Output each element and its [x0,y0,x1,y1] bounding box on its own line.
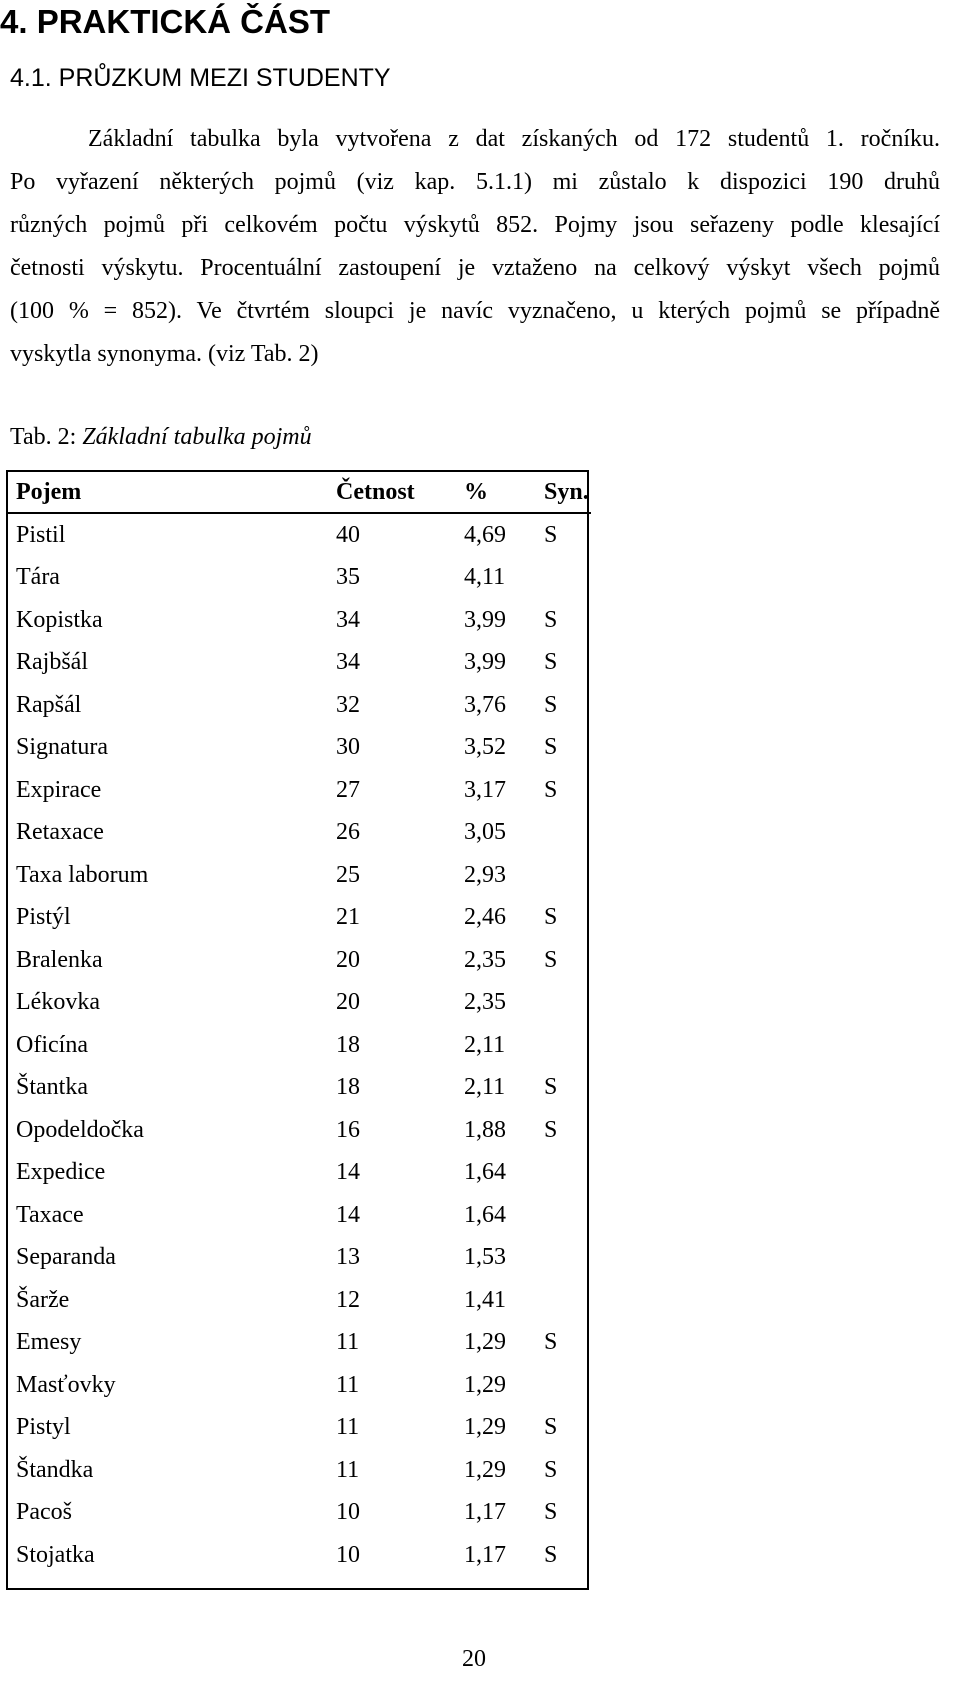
table-row [8,642,591,685]
cell-percent: 1,64 [464,1159,506,1186]
cell-percent: 3,76 [464,691,506,718]
cell-term: Expirace [16,776,102,803]
cell-percent: 1,29 [464,1371,506,1398]
cell-synonym: S [544,606,558,633]
cell-synonym [536,557,591,600]
cell-count: 13 [336,1244,360,1271]
header-percent: % [464,478,488,505]
cell-term: Rajbšál [16,649,88,676]
cell-percent: 3,05 [464,819,506,846]
cell-synonym: S [544,776,558,803]
cell-count: 16 [336,1116,360,1143]
table-caption-label: Tab. 2: [10,424,83,450]
cell-count: 20 [336,989,360,1016]
cell-percent: 1,17 [464,1499,506,1526]
table-row [8,1237,591,1280]
cell-term: Pistyl [16,1414,71,1441]
cell-synonym [536,1152,591,1195]
cell-synonym: S [544,1541,558,1568]
cell-term: Šarže [16,1286,70,1313]
cell-percent: 4,11 [464,564,506,591]
cell-term: Kopistka [16,606,103,633]
cell-term: Lékovka [16,989,100,1016]
cell-synonym: S [544,1499,558,1526]
cell-term: Oficína [16,1031,88,1058]
cell-percent: 2,46 [464,904,506,931]
cell-count: 21 [336,904,360,931]
table-row [8,1449,591,1492]
cell-percent: 2,35 [464,946,506,973]
cell-count: 34 [336,606,360,633]
cell-count: 27 [336,776,360,803]
header-synonym: Syn. [544,478,589,505]
cell-percent: 2,35 [464,989,506,1016]
table-row [8,599,591,642]
cell-term: Taxa laborum [16,861,149,888]
cell-count: 18 [336,1031,360,1058]
table-row [8,1322,591,1365]
cell-synonym: S [544,1074,558,1101]
cell-term: Bralenka [16,946,103,973]
table-row [8,769,591,812]
cell-count: 40 [336,521,360,548]
cell-synonym: S [544,904,558,931]
cell-count: 11 [336,1329,360,1356]
cell-term: Štandka [16,1456,94,1483]
cell-term: Pacoš [16,1499,72,1526]
table-row [8,1492,591,1535]
cell-synonym [536,1279,591,1322]
cell-term: Stojatka [16,1541,95,1568]
cell-percent: 2,11 [464,1031,506,1058]
cell-term: Masťovky [16,1371,116,1398]
cell-synonym: S [544,1116,558,1143]
cell-term: Opodeldočka [16,1116,144,1143]
cell-synonym [536,982,591,1025]
table-row [8,812,591,855]
cell-synonym: S [544,649,558,676]
table-body [8,513,591,1577]
cell-percent: 1,53 [464,1244,506,1271]
table-caption [10,422,312,452]
cell-percent: 3,52 [464,734,506,761]
cell-synonym: S [544,734,558,761]
page-number: 20 [462,1646,486,1672]
cell-percent: 1,29 [464,1456,506,1483]
table-header-row [8,472,591,513]
cell-count: 35 [336,564,360,591]
table-row [8,557,591,600]
cell-percent: 1,41 [464,1286,506,1313]
cell-term: Tára [16,564,60,591]
cell-count: 11 [336,1456,360,1483]
cell-percent: 3,99 [464,649,506,676]
cell-term: Signatura [16,734,108,761]
cell-synonym: S [544,1414,558,1441]
cell-synonym [536,1237,591,1280]
cell-term: Emesy [16,1329,82,1356]
cell-count: 30 [336,734,360,761]
cell-term: Expedice [16,1159,106,1186]
cell-term: Taxace [16,1201,84,1228]
paragraph-line: Po vyřazení některých pojmů (viz kap. 5.1.1) mi zůstalo k dispozici 190 druhů [10,169,940,195]
paragraph-line: četnosti výskytu. Procentuální zastoupení je vztaženo na celkový výskyt všech pojmů [10,255,940,281]
cell-count: 14 [336,1201,360,1228]
cell-percent: 4,69 [464,521,506,548]
cell-synonym [536,1024,591,1067]
table-row [8,1194,591,1237]
cell-synonym: S [544,521,558,548]
cell-term: Pistil [16,521,66,548]
cell-term: Retaxace [16,819,104,846]
cell-count: 20 [336,946,360,973]
header-term: Pojem [16,478,82,505]
cell-count: 11 [336,1371,360,1398]
cell-term: Separanda [16,1244,116,1271]
table-row [8,982,591,1025]
table-row [8,1279,591,1322]
cell-count: 11 [336,1414,360,1441]
table-row [8,854,591,897]
cell-synonym [536,854,591,897]
cell-percent: 2,11 [464,1074,506,1101]
cell-term: Rapšál [16,691,82,718]
cell-synonym [536,1194,591,1237]
cell-count: 10 [336,1541,360,1568]
cell-percent: 3,17 [464,776,506,803]
table-row [8,1407,591,1450]
terms-table-frame [6,470,589,1590]
cell-percent: 1,64 [464,1201,506,1228]
paragraph-line: Základní tabulka byla vytvořena z dat získaných od 172 studentů 1. ročníku. [88,126,940,152]
cell-count: 25 [336,861,360,888]
table-row [8,1024,591,1067]
cell-count: 26 [336,819,360,846]
table-row [8,1109,591,1152]
cell-synonym [536,812,591,855]
cell-term: Štantka [16,1074,88,1101]
cell-count: 14 [336,1159,360,1186]
cell-percent: 1,17 [464,1541,506,1568]
cell-count: 10 [336,1499,360,1526]
table-row [8,1364,591,1407]
cell-synonym: S [544,1456,558,1483]
cell-count: 12 [336,1286,360,1313]
table-row [8,939,591,982]
chapter-title: 4. PRAKTICKÁ ČÁST [0,3,331,40]
cell-percent: 1,29 [464,1329,506,1356]
paragraph-line: různých pojmů při celkovém počtu výskytů 852. Pojmy jsou seřazeny podle klesající [10,212,940,238]
table-caption-text: Základní tabulka pojmů [82,424,312,450]
cell-synonym: S [544,1329,558,1356]
cell-count: 32 [336,691,360,718]
cell-synonym [536,1364,591,1407]
table-row [8,1152,591,1195]
cell-percent: 1,88 [464,1116,506,1143]
terms-table [8,472,591,1577]
table-row [8,513,591,557]
paragraph-line: (100 % = 852). Ve čtvrtém sloupci je navíc vyznačeno, u kterých pojmů se případně [10,298,940,324]
cell-count: 18 [336,1074,360,1101]
table-row [8,684,591,727]
cell-count: 34 [336,649,360,676]
cell-synonym: S [544,946,558,973]
header-count: Četnost [336,478,415,505]
table-row [8,1534,591,1577]
section-title: 4.1. PRŮZKUM MEZI STUDENTY [10,64,391,92]
table-row [8,1067,591,1110]
cell-percent: 1,29 [464,1414,506,1441]
cell-synonym: S [544,691,558,718]
paragraph-line: vyskytla synonyma. (viz Tab. 2) [10,341,319,367]
table-row [8,727,591,770]
cell-percent: 2,93 [464,861,506,888]
cell-term: Pistýl [16,904,71,931]
cell-percent: 3,99 [464,606,506,633]
table-row [8,897,591,940]
